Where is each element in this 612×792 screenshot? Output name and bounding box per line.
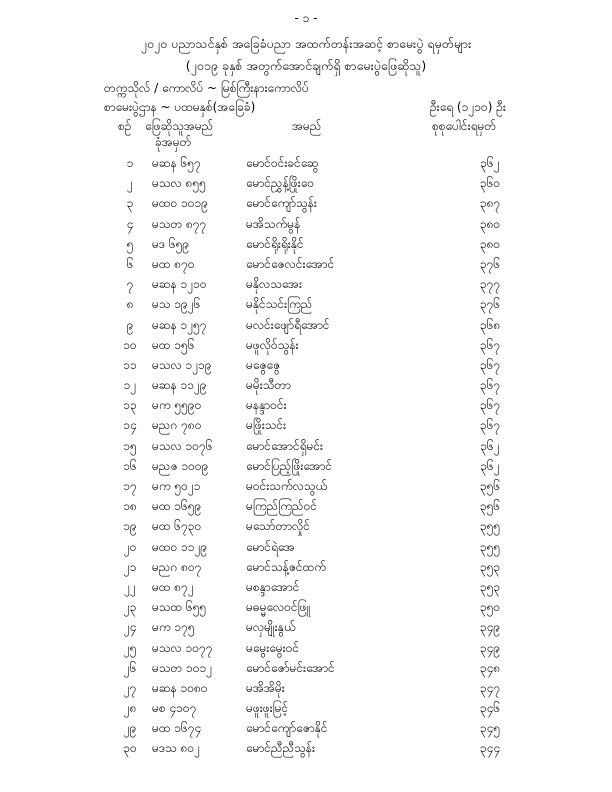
row-number: ၁၁ — [123, 357, 137, 372]
total-marks: ၃၅၅ — [479, 519, 501, 534]
table-row — [0, 236, 612, 256]
total-marks: ၃၇၆ — [479, 297, 501, 312]
total-marks: ၃၅၃ — [479, 559, 501, 574]
row-number: ၂၂ — [124, 579, 136, 594]
table-row — [0, 680, 612, 700]
total-marks: ၃၆၇ — [479, 398, 501, 413]
roll-number: မဆန ၁၁၂၉ — [152, 378, 207, 393]
table-row — [0, 216, 612, 236]
college-line: တက္ကသိုလ် / ကောလိပ် ~ မြစ်ကြီးနားကောလိပ် — [104, 81, 309, 95]
total-marks: ၃၄၅ — [479, 721, 501, 736]
student-name: မနိုင်သင်းကြည် — [246, 297, 313, 312]
total-marks: ၃၆၂ — [480, 438, 500, 453]
row-number: ၁၇ — [123, 479, 137, 493]
table-row — [0, 397, 612, 417]
table-row — [0, 498, 612, 518]
student-name: မောင်ညီညီသွန်း — [246, 741, 316, 756]
student-name: မကြည်ကြည်ဝင် — [246, 499, 317, 514]
row-number: ၁၉ — [123, 519, 137, 534]
total-marks: ၃၈၀ — [479, 216, 501, 231]
table-row — [0, 357, 612, 377]
total-marks: ၃၅၆ — [479, 499, 501, 514]
table-row — [0, 256, 612, 276]
roll-number: မက ၅၀၂၁ — [152, 479, 201, 493]
header-no: စဉ် — [118, 119, 132, 133]
table-row — [0, 539, 612, 559]
student-name: မသော်တာလှိုင် — [246, 519, 310, 534]
roll-number: မက ၁၇၅ — [152, 620, 195, 635]
student-name: မမိုးသီတာ — [246, 378, 291, 393]
total-marks: ၃၆၇ — [479, 418, 501, 433]
row-number: ၄ — [126, 216, 134, 231]
row-number: ၁၂ — [123, 378, 137, 393]
total-marks: ၃၆၀ — [479, 176, 501, 191]
total-marks: ၃၄၉ — [479, 640, 501, 655]
table-row — [0, 720, 612, 740]
total-marks: ၃၇၇ — [479, 277, 501, 292]
row-number: ၂၄ — [123, 620, 137, 635]
student-name: မောင်ပြည့်ဖြိုးအောင် — [246, 458, 332, 473]
total-count: ဦးရေ (၁၂၁၀) ဦး — [430, 100, 506, 114]
student-name: မောင်ဝင်းခင်ဆွေ — [246, 156, 319, 170]
student-name: မောင်ဇော်မင်းအောင် — [246, 660, 335, 675]
row-number: ၁၀ — [123, 337, 137, 352]
total-marks: ၃၄၄ — [479, 741, 501, 756]
student-name: မလင်းဖျော်ရီအောင် — [246, 317, 330, 332]
roll-number: မဆန ၁၀၈၀ — [152, 680, 208, 695]
roll-number: မညဂ ၇၈၀ — [152, 418, 202, 433]
student-name: မအိသက်မွန် — [246, 216, 301, 231]
row-number: ၂၃ — [123, 600, 137, 615]
student-name: မဖြိုးသင်း — [246, 418, 287, 433]
roll-number: မစ ၄၁၀၇ — [152, 701, 197, 716]
table-row — [0, 317, 612, 337]
row-number: ၂ — [127, 176, 133, 191]
total-marks: ၃၅၃ — [479, 579, 501, 594]
student-name: မောင်သန့်ဇင်ထက် — [246, 559, 326, 574]
table-row — [0, 478, 612, 498]
document-subtitle: (၂၀၁၉ ခုနှစ် အတွက်အောင်ချက်ရှိ စာမေးပွဲဖြေဆိုသူ) — [185, 58, 427, 73]
row-number: ၂၉ — [123, 721, 137, 736]
table-row — [0, 518, 612, 538]
total-marks: ၃၄၉ — [479, 620, 501, 635]
student-name: မဓမ္မလေဝင်ဖြူ — [246, 600, 310, 615]
row-number: ၃ — [126, 196, 134, 211]
roll-number: မသလ ၁၀၇၇ — [152, 640, 213, 655]
total-marks: ၃၅၅ — [479, 539, 501, 554]
roll-number: မညဇ ၁၀၀၉ — [152, 458, 209, 473]
row-number: ၂၁ — [123, 559, 137, 574]
student-name: မောင်ရဲအေ — [246, 539, 295, 554]
roll-number: မထဝ ၁၁၂၉ — [152, 539, 208, 554]
student-name: မောင်ဇေလင်းအောင် — [246, 256, 335, 271]
row-number: ၁၄ — [123, 418, 137, 433]
student-name: မဇွေဇွေ — [246, 357, 281, 372]
table-row — [0, 296, 612, 316]
total-marks: ၃၄၆ — [479, 701, 501, 716]
row-number: ၉ — [126, 317, 134, 332]
student-name: မောင်အောင်ရှိမင်း — [246, 438, 324, 453]
row-number: ၁၅ — [123, 438, 137, 453]
table-row — [0, 337, 612, 357]
student-name: မဝင်းသက်လသွယ် — [246, 479, 328, 493]
student-name: မအိအိမိုး — [246, 680, 285, 695]
roll-number: မဆန ၁၂၅၇ — [152, 317, 207, 332]
student-name: မနန္ဒာဝင်း — [246, 398, 287, 413]
table-row — [0, 700, 612, 720]
roll-number: မသထ ၆၅၅ — [152, 600, 207, 615]
student-name: မောင်ညွှန့်ဖြိုးဝေ — [246, 176, 314, 191]
student-name: မဖူးဖူးမြင့် — [246, 701, 289, 716]
student-name: မောင်ရိုးရိုးနိုင် — [246, 236, 304, 251]
table-row — [0, 276, 612, 296]
table-row — [0, 619, 612, 639]
total-marks: ၃၆၇ — [479, 357, 501, 372]
roll-number: မသလ ၁၂၁၉ — [152, 357, 212, 372]
student-name: မမွေးမွေးဝင် — [246, 640, 300, 655]
row-number: ၂၈ — [123, 701, 137, 716]
total-marks: ၃၅၀ — [479, 600, 501, 615]
roll-number: မသ ၁၉၂၆ — [152, 297, 201, 312]
page-number: - ၁ - — [294, 11, 318, 25]
table-row — [0, 559, 612, 579]
roll-number: မသတ ၈၇၇ — [152, 216, 207, 231]
roll-number: မသလ ၈၅၅ — [152, 176, 206, 191]
total-marks: ၃၅၆ — [479, 479, 501, 493]
total-marks: ၃၆၇ — [479, 337, 501, 352]
roll-number: မက ၅၅၉၀ — [152, 398, 202, 413]
table-row — [0, 377, 612, 397]
roll-number: မဒသ ၈၀၂ — [152, 741, 201, 756]
student-name: မစန္ဒာအောင် — [246, 579, 300, 594]
header-roll: ခုံအမှတ် — [155, 135, 192, 149]
row-number: ၂၆ — [123, 660, 137, 675]
total-marks: ၃၆၈ — [479, 317, 501, 332]
roll-number: မညဂ ၈၀၇ — [152, 559, 202, 574]
table-row — [0, 740, 612, 760]
row-number: ၈ — [126, 297, 134, 312]
roll-number: မထ ၈၇၂ — [152, 579, 194, 594]
row-number: ၃၀ — [123, 741, 137, 756]
table-row — [0, 175, 612, 195]
header-name: အမည် — [292, 119, 322, 133]
row-number: ၂၀ — [123, 539, 137, 554]
total-marks: ၃၈၀ — [479, 236, 501, 251]
total-marks: ၃၆၂ — [480, 458, 500, 473]
roll-number: မထ ၁၅၆ — [152, 337, 195, 352]
row-number: ၁၆ — [123, 458, 137, 473]
header-marks: စုစုပေါင်းရမှတ် — [432, 119, 497, 133]
row-number: ၇ — [126, 277, 134, 292]
roll-number: မထ ၁၆၅၉ — [152, 499, 202, 514]
row-number: ၁၈ — [123, 499, 137, 514]
roll-number: မသလ ၁၀၇၆ — [152, 438, 213, 453]
roll-number: မထ ၁၆၇၄ — [152, 721, 202, 736]
table-row — [0, 155, 612, 175]
table-row — [0, 458, 612, 478]
roll-number: မထဝ ၁၀၁၉ — [152, 196, 209, 211]
total-marks: ၃၈၇ — [479, 196, 501, 211]
total-marks: ၃၆၂ — [480, 156, 500, 170]
student-name: မောင်ကျော်ဇောနိုင် — [246, 721, 328, 736]
table-row — [0, 195, 612, 215]
exam-line: စာမေးပွဲဌာန ~ ပထမနှစ်(အခြေခံ) — [104, 100, 256, 114]
roll-number: မသတ ၁၀၁၂ — [152, 660, 213, 675]
results-table — [0, 155, 612, 761]
roll-number: မဆန ၁၂၁၀ — [152, 277, 207, 292]
student-name: မနိုလသအေး — [246, 277, 303, 292]
table-row — [0, 579, 612, 599]
student-name: မောင်ကျော်သွန်း — [246, 196, 317, 211]
total-marks: ၃၆၇ — [479, 378, 501, 393]
roll-number: မဆန ၆၅၇ — [152, 156, 201, 170]
roll-number: မထ ၆၇၃၀ — [152, 519, 202, 534]
header-roll-subtitle: ဖြေဆိုသူအမည် — [145, 119, 214, 133]
table-row — [0, 640, 612, 660]
student-name: မဖူလိုဝ်သွန်း — [246, 337, 299, 352]
table-row — [0, 660, 612, 680]
student-name: မလှမျိုးနွယ် — [246, 620, 296, 635]
roll-number: မဒ ၆၅၉ — [152, 236, 190, 251]
row-number: ၆ — [126, 256, 134, 271]
document-title: ၂၀၂၀ ပညာသင်နှစ် အခြေခံပညာ အထက်တန်းအဆင့် စာမေးပွဲ ရမှတ်များ — [140, 36, 472, 51]
row-number: ၁ — [126, 156, 134, 170]
table-row — [0, 417, 612, 437]
row-number: ၂၅ — [123, 640, 137, 655]
roll-number: မထ ၈၇၀ — [152, 256, 195, 271]
total-marks: ၃၄၇ — [479, 680, 501, 695]
table-row — [0, 438, 612, 458]
row-number: ၅ — [126, 236, 134, 251]
row-number: ၂၇ — [123, 680, 137, 695]
row-number: ၁၃ — [123, 398, 137, 413]
total-marks: ၃၇၆ — [479, 256, 501, 271]
total-marks: ၃၄၈ — [479, 660, 501, 675]
table-row — [0, 599, 612, 619]
